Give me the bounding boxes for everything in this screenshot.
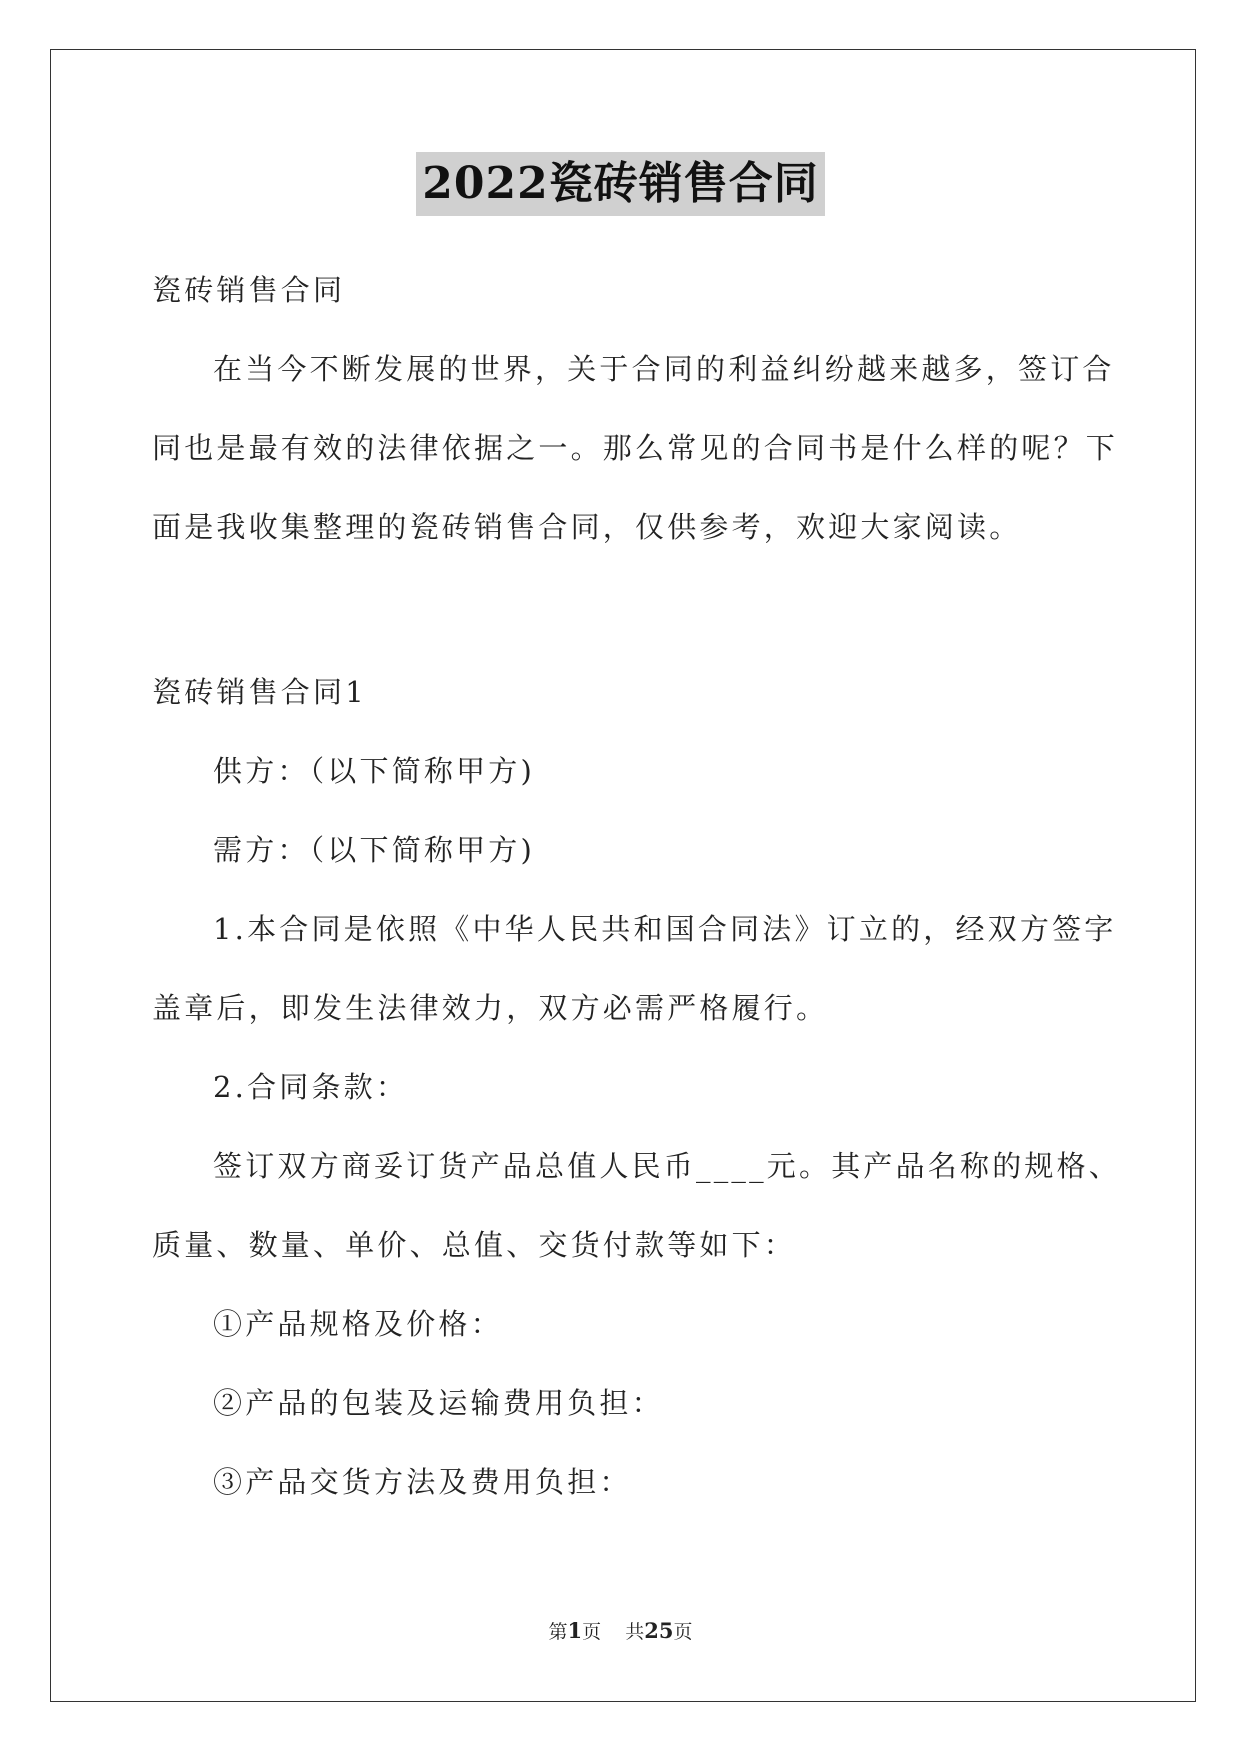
clause-2-heading: 2.合同条款： — [213, 1070, 409, 1104]
intro-paragraph-line-2: 同也是最有效的法律依据之一。那么常见的合同书是什么样的呢？下 — [152, 431, 1119, 465]
page-footer — [0, 1618, 1241, 1645]
item-1-line: ①产品规格及价格： — [213, 1307, 503, 1341]
contract-heading: 瓷砖销售合同1 — [152, 675, 367, 709]
clause-1-line-1: 1.本合同是依照《中华人民共和国合同法》订立的，经双方签字 — [213, 912, 1117, 946]
clause-1-line-2: 盖章后，即发生法律效力，双方必需严格履行。 — [152, 991, 829, 1025]
footer-total-prefix: 共 — [625, 1621, 645, 1643]
footer-page-number: 1 — [567, 1618, 583, 1643]
item-3-line: ③产品交货方法及费用负担： — [213, 1465, 632, 1499]
footer-total-suffix: 页 — [673, 1621, 693, 1643]
buyer-line: 需方：（以下简称甲方) — [213, 833, 536, 867]
clause-2-line-1: 签订双方商妥订货产品总值人民币____元。其产品名称的规格、 — [213, 1149, 1122, 1183]
intro-paragraph-line-1: 在当今不断发展的世界，关于合同的利益纠纷越来越多，签订合 — [213, 352, 1115, 386]
clause-2-line-2: 质量、数量、单价、总值、交货付款等如下： — [152, 1228, 797, 1262]
intro-paragraph-line-3: 面是我收集整理的瓷砖销售合同，仅供参考，欢迎大家阅读。 — [152, 510, 1022, 544]
footer-page-suffix: 页 — [582, 1621, 602, 1643]
section-heading: 瓷砖销售合同 — [152, 273, 346, 307]
supplier-line: 供方：（以下简称甲方) — [213, 754, 536, 788]
footer-total-pages: 25 — [644, 1618, 674, 1643]
document-title: 2022瓷砖销售合同 — [416, 152, 824, 216]
title-container — [0, 152, 1241, 216]
footer-prefix: 第 — [548, 1621, 568, 1643]
item-2-line: ②产品的包装及运输费用负担： — [213, 1386, 664, 1420]
